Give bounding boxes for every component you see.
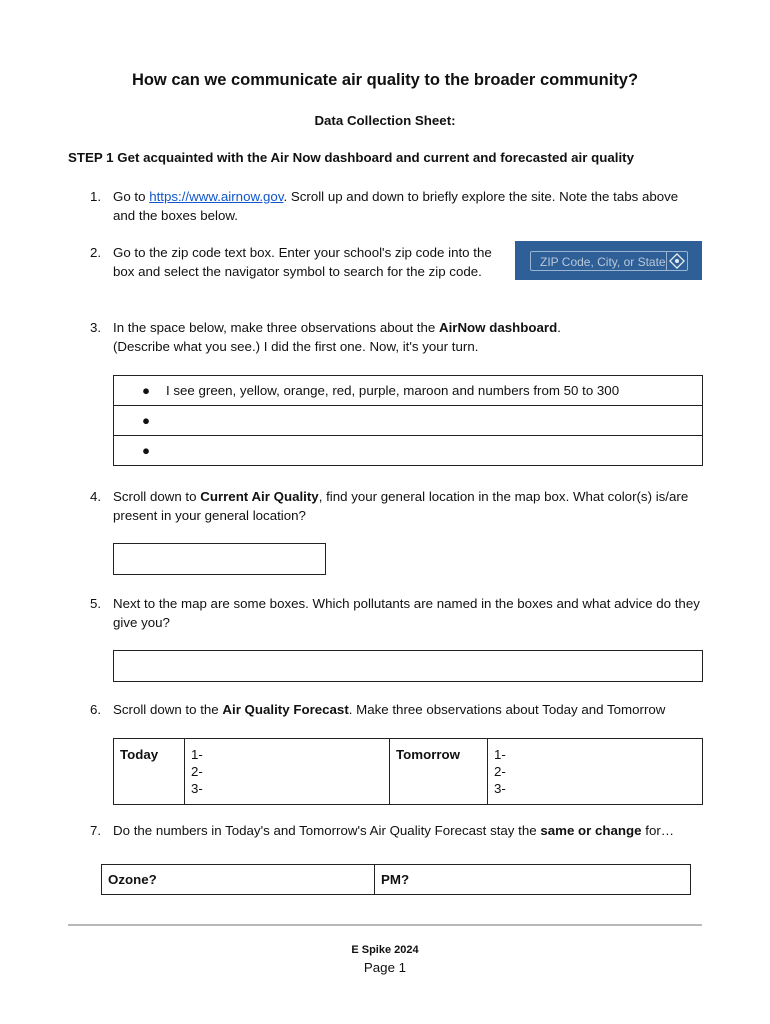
observation-cell[interactable]	[114, 406, 703, 436]
zip-code-widget-image	[515, 241, 702, 280]
observation-text: I see green, yellow, orange, red, purple, maroon and numbers from 50 to 300	[166, 383, 620, 398]
question-5	[90, 594, 700, 632]
question-text: Do the numbers in Today's and Tomorrow's Air Quality Forecast stay the	[113, 823, 541, 838]
color-answer-box[interactable]	[113, 543, 326, 575]
today-answers[interactable]	[185, 739, 390, 805]
footer-divider	[68, 924, 702, 926]
question-text-cont: . Scroll up and down to briefly explore the site. Note the tabs above and the boxes below.	[113, 189, 679, 223]
bullet-icon: ●	[142, 383, 151, 398]
question-number: 3.	[90, 320, 102, 335]
question-text: Go to	[113, 189, 150, 204]
bullet-icon: ●	[142, 413, 151, 428]
tomorrow-line-3: 3-	[494, 781, 506, 796]
question-text: Scroll down to	[113, 489, 201, 504]
question-text-cont: , find your general location in the map box. What color(s) is/are present in your general location?	[113, 489, 689, 523]
observation-row	[114, 376, 703, 406]
tomorrow-answers[interactable]	[488, 739, 703, 805]
forecast-row	[114, 739, 703, 805]
tomorrow-line-2: 2-	[494, 764, 506, 779]
question-number: 6.	[90, 702, 102, 717]
question-text-cont: . Make three observations about Today and Tomorrow	[348, 702, 666, 717]
question-bold: same or change	[540, 823, 642, 838]
page-title: How can we communicate air quality to the broader community?	[131, 71, 639, 89]
pollutant-answer-box[interactable]	[113, 650, 703, 682]
today-line-2: 2-	[191, 764, 203, 779]
pm-cell[interactable]: PM?	[375, 865, 691, 895]
question-6	[90, 700, 700, 719]
question-text-cont: . (Describe what you see.) I did the first one. Now, it's your turn.	[113, 320, 561, 354]
question-1	[90, 187, 700, 225]
pollutant-row	[102, 865, 691, 895]
question-bold: Air Quality Forecast	[222, 702, 349, 717]
question-number: 2.	[90, 245, 102, 260]
page-number: Page 1	[363, 960, 407, 975]
today-label: Today	[114, 739, 185, 805]
zip-code-input	[530, 251, 688, 271]
forecast-table	[113, 738, 703, 805]
tomorrow-line-1: 1-	[494, 747, 506, 762]
question-bold: AirNow dashboard	[438, 320, 558, 335]
bullet-icon: ●	[142, 443, 151, 458]
observation-cell[interactable]	[114, 376, 703, 406]
question-7	[90, 821, 700, 840]
pollutant-table	[101, 864, 691, 895]
navigator-icon	[666, 252, 687, 270]
observation-cell[interactable]	[114, 436, 703, 466]
airnow-link[interactable]: https://www.airnow.gov	[149, 189, 284, 204]
question-2	[90, 243, 500, 281]
question-number: 7.	[90, 823, 102, 838]
observations-table	[113, 375, 703, 466]
today-line-3: 3-	[191, 781, 203, 796]
question-text-cont: for…	[641, 823, 675, 838]
question-bold: Current Air Quality	[200, 489, 319, 504]
observation-row	[114, 436, 703, 466]
question-text: In the space below, make three observations about the	[113, 320, 439, 335]
question-text: Next to the map are some boxes. Which pollutants are named in the boxes and what advice do they give you?	[113, 596, 700, 630]
today-line-1: 1-	[191, 747, 203, 762]
observation-row	[114, 406, 703, 436]
question-4	[90, 487, 700, 525]
question-3	[90, 318, 700, 356]
ozone-cell[interactable]: Ozone?	[102, 865, 375, 895]
question-text: Scroll down to the	[113, 702, 223, 717]
question-number: 5.	[90, 596, 102, 611]
question-text: Go to the zip code text box. Enter your school's zip code into the box and select the navigator symbol to search for the zip code.	[113, 245, 492, 279]
question-number: 4.	[90, 489, 102, 504]
step-heading: STEP 1 Get acquainted with the Air Now dashboard and current and forecasted air quality	[68, 150, 634, 165]
question-number: 1.	[90, 189, 102, 204]
zip-code-placeholder: ZIP Code, City, or State	[540, 255, 666, 269]
page-subtitle: Data Collection Sheet:	[314, 113, 456, 128]
tomorrow-label: Tomorrow	[390, 739, 488, 805]
footer-author: E Spike 2024	[351, 944, 419, 956]
